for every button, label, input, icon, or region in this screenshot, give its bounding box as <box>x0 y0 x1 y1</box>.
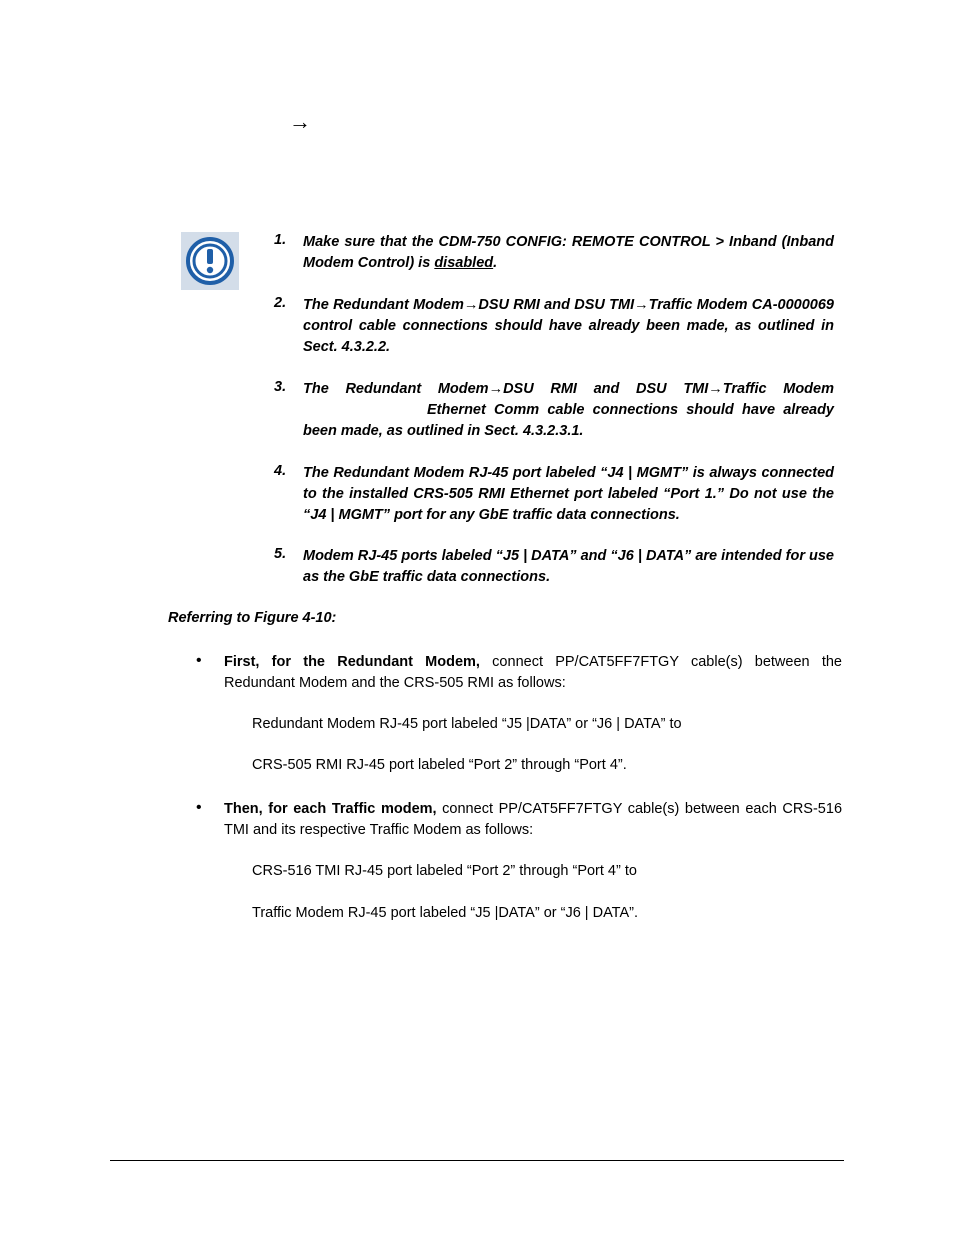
note-text: Make sure that the CDM-750 CONFIG: REMOTE CONTROL > Inband (Inband Modem Control) is <box>303 234 834 271</box>
bullet-icon: • <box>196 799 202 816</box>
note-text: The Redundant Modem→DSU RMI and DSU TMI→Traffic Modem CA-0000069 control cable connections should have already been made, as outlined in Sect. 4.3.2.2. <box>303 297 834 355</box>
footer-divider <box>110 1160 844 1161</box>
note-3 <box>274 379 834 442</box>
note-4 <box>274 463 834 526</box>
connection-line: CRS-505 RMI RJ-45 port labeled “Port 2” through “Port 4”. <box>252 757 627 773</box>
note-number: 2. <box>274 295 287 311</box>
note-text-line: Ethernet Comm cable connections should have already <box>427 402 834 418</box>
connection-line: Traffic Modem RJ-45 port labeled “J5 |DATA” or “J6 | DATA”. <box>252 905 638 921</box>
note-text: Modem RJ-45 ports labeled “J5 | DATA” and “J6 | DATA” are intended for use as the GbE traffic data connections. <box>303 548 834 585</box>
arrow-icon: → <box>289 109 311 134</box>
bullet-text: connect PP/CAT5FF7FTGY cable(s) between each CRS-516 TMI and its respective Traffic Modem as follows: <box>224 801 843 838</box>
note-5 <box>274 546 834 588</box>
note-punctuation: . <box>493 255 498 271</box>
important-notice-icon <box>181 232 239 290</box>
bullet-lead: Then, for each Traffic modem, <box>224 801 437 817</box>
bullet-item-traffic-modem <box>196 799 842 841</box>
bullet-icon: • <box>196 652 202 669</box>
note-text: The Redundant Modem RJ-45 port labeled “J4 | MGMT” is always connected to the installed CRS-505 RMI Ethernet port labeled “Port 1.” Do not use the “J4 | MGMT” port for any GbE traffic data connections. <box>303 465 834 523</box>
note-number: 4. <box>274 463 287 479</box>
note-number: 1. <box>274 232 287 248</box>
note-number: 3. <box>274 379 287 395</box>
note-text-line: The Redundant Modem→DSU RMI and DSU TMI→Traffic Modem <box>303 381 834 397</box>
figure-reference: Referring to Figure 4-10: <box>168 610 337 626</box>
note-1 <box>274 232 834 274</box>
disabled-emphasis: disabled <box>434 255 494 271</box>
bullet-item-redundant-modem <box>196 652 842 694</box>
note-number: 5. <box>274 546 287 562</box>
note-2 <box>274 295 834 358</box>
bullet-text: connect PP/CAT5FF7FTGY cable(s) between the Redundant Modem and the CRS-505 RMI as follows: <box>224 654 842 691</box>
connection-line: Redundant Modem RJ-45 port labeled “J5 |DATA” or “J6 | DATA” to <box>252 716 682 732</box>
note-text-line: been made, as outlined in Sect. 4.3.2.3.1. <box>303 423 584 439</box>
bullet-lead: First, for the Redundant Modem, <box>224 654 480 670</box>
connection-line: CRS-516 TMI RJ-45 port labeled “Port 2” through “Port 4” to <box>252 863 637 879</box>
